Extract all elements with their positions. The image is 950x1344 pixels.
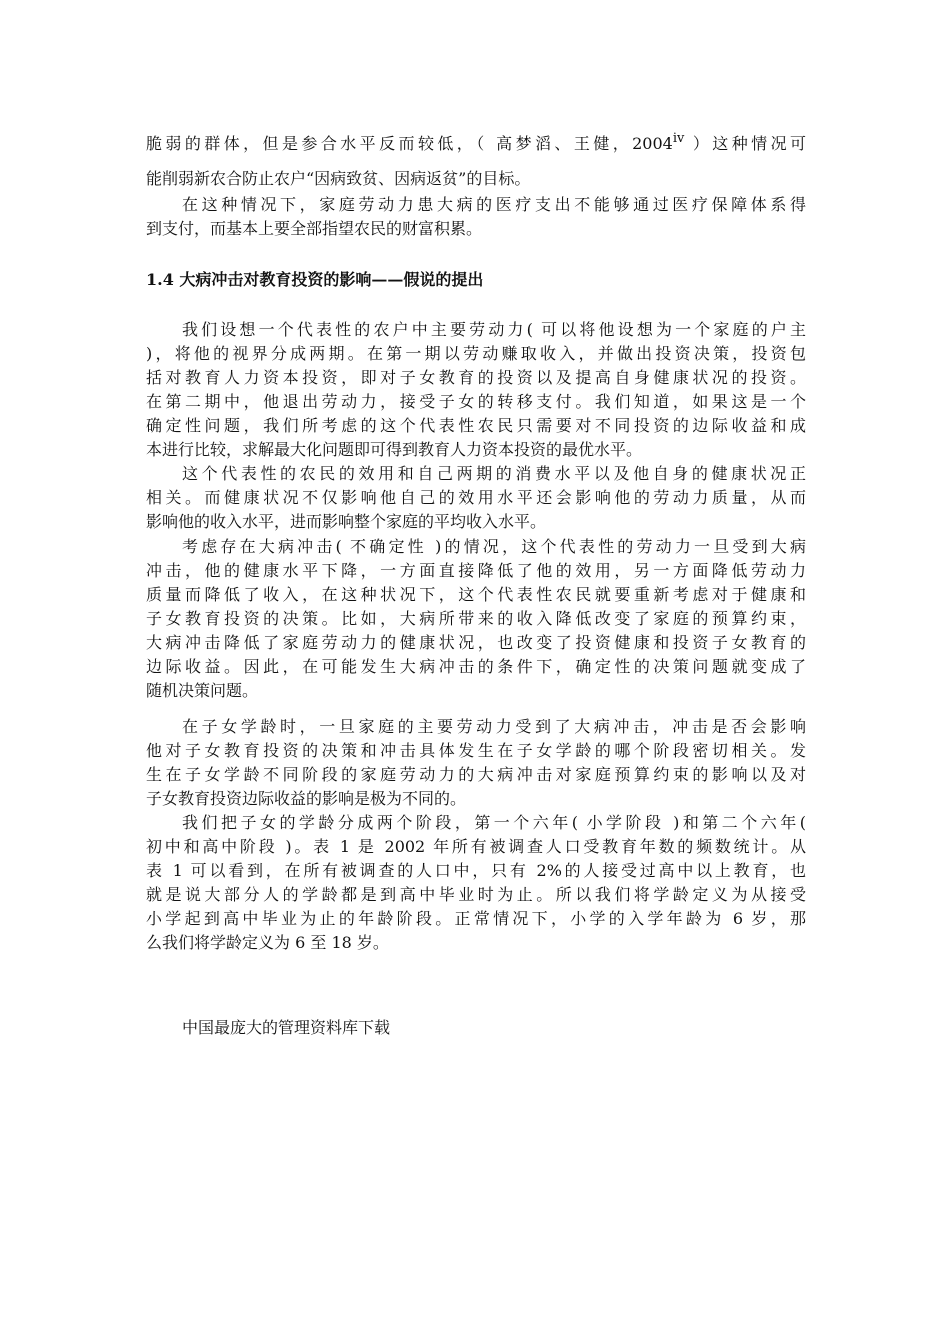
paragraph-line: 随机决策问题。 [146,681,259,700]
section-heading: 1.4 大病冲击对教育投资的影响——假说的提出 [146,270,484,289]
paragraph-line: 影响他的收入水平，进而影响整个家庭的平均收入水平。 [146,512,547,531]
paragraph-line: 括对教育人力资本投资，即对子女教育的投资以及提高自身健康状况的投资。 [146,368,806,387]
paragraph-line: 在这种情况下，家庭劳动力患大病的医疗支出不能够通过医疗保障体系得 [182,195,806,214]
paragraph-line: 初中和高中阶段 )。表 1 是 2002 年所有被调查人口受教育年数的频数统计。从 [146,837,806,856]
intro-line-2: 能削弱新农合防止农户“因病致贫、因病返贫”的目标。 [146,169,531,188]
intro-text: 脆弱的群体，但是参合水平反而较低，（ 高梦滔、王健，2004 [146,134,673,153]
paragraph-line: 小学起到高中毕业为止的年龄阶段。正常情况下，小学的入学年龄为 6 岁，那 [146,909,806,928]
paragraph-line: 大病冲击降低了家庭劳动力的健康状况，也改变了投资健康和投资子女教育的 [146,633,806,652]
paragraph-line: 我们把子女的学龄分成两个阶段，第一个六年( 小学阶段 )和第二个六年( [182,813,806,832]
paragraph-line: 相关。而健康状况不仅影响他自己的效用水平还会影响他的劳动力质量，从而 [146,488,806,507]
intro-line-1 [146,132,806,156]
paragraph-line: 我们设想一个代表性的农户中主要劳动力( 可以将他设想为一个家庭的户主 [182,320,806,339]
paragraph-line: 生在子女学龄不同阶段的家庭劳动力的大病冲击对家庭预算约束的影响以及对 [146,765,806,784]
intro-text-cont: ）这种情况可 [684,134,806,153]
paragraph-line: 么我们将学龄定义为 6 至 18 岁。 [146,933,389,952]
paragraph-line: 在子女学龄时，一旦家庭的主要劳动力受到了大病冲击，冲击是否会影响 [182,717,806,736]
paragraph-line: 本进行比较，求解最大化问题即可得到教育人力资本投资的最优水平。 [146,440,643,459]
paragraph-line: 边际收益。因此，在可能发生大病冲击的条件下，确定性的决策问题就变成了 [146,657,806,676]
paragraph-line: 确定性问题，我们所考虑的这个代表性农民只需要对不同投资的边际收益和成 [146,416,806,435]
paragraph-line: 表 1 可以看到，在所有被调查的人口中，只有 2%的人接受过高中以上教育，也 [146,861,806,880]
paragraph-line: 冲击，他的健康水平下降，一方面直接降低了他的效用，另一方面降低劳动力 [146,561,806,580]
paragraph-line: 到支付，而基本上要全部指望农民的财富积累。 [146,219,483,238]
paragraph-line: )，将他的视界分成两期。在第一期以劳动赚取收入，并做出投资决策，投资包 [146,344,806,363]
endnote-marker: iv [672,131,685,146]
paragraph-line: 子女教育投资边际收益的影响是极为不同的。 [146,789,467,808]
paragraph-line: 就是说大部分人的学龄都是到高中毕业时为止。所以我们将学龄定义为从接受 [146,885,806,904]
paragraph-line: 在第二期中，他退出劳动力，接受子女的转移支付。我们知道，如果这是一个 [146,392,806,411]
footer-note: 中国最庞大的管理资料库下载 [182,1018,391,1037]
paragraph-line: 他对子女教育投资的决策和冲击具体发生在子女学龄的哪个阶段密切相关。发 [146,741,806,760]
paragraph-line: 质量而降低了收入，在这种状况下，这个代表性农民就要重新考虑对于健康和 [146,585,806,604]
paragraph-line: 子女教育投资的决策。比如，大病所带来的收入降低改变了家庭的预算约束， [146,609,806,628]
paragraph-line: 这个代表性的农民的效用和自己两期的消费水平以及他自身的健康状况正 [182,464,806,483]
paragraph-line: 考虑存在大病冲击( 不确定性 )的情况，这个代表性的劳动力一旦受到大病 [182,537,806,556]
